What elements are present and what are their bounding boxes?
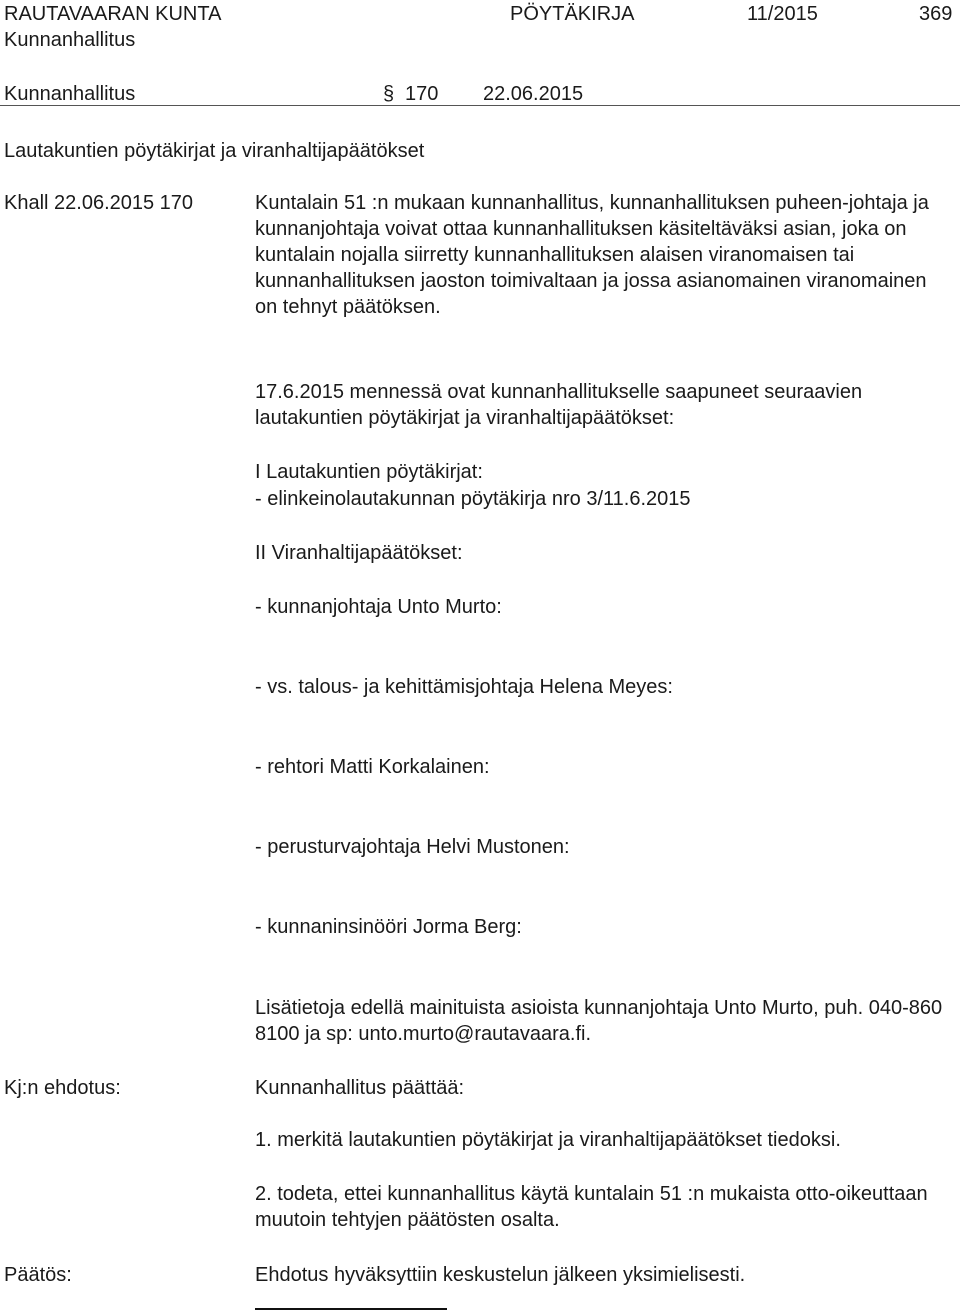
official-item: - rehtori Matti Korkalainen: (255, 756, 490, 778)
proposal-label: Kj:n ehdotus: (4, 1077, 121, 1099)
section-number: 170 (405, 83, 439, 105)
meeting-date: 22.06.2015 (483, 83, 584, 105)
intro-paragraph: Kuntalain 51 :n mukaan kunnanhallitus, kunnanhallituksen puheen-johtaja ja kunnanjohtaja voivat ottaa kunnanhallituksen käsiteltäväksi asian, joka on kuntalain nojalla siirretty kunnanhallituksen alaisen viranomaisen tai kunnanhallituksen jaoston toimivaltaan ja jossa asianomainen viranomainen on tehnyt päätöksen. (255, 192, 929, 318)
document-number: 11/2015 (747, 3, 818, 25)
meeting-body: Kunnanhallitus (4, 83, 136, 105)
page-number: 369 (919, 3, 953, 25)
decision-text: Ehdotus hyväksyttiin keskustelun jälkeen yksimielisesti. (255, 1264, 746, 1286)
signature-line (255, 1308, 447, 1310)
received-paragraph: 17.6.2015 mennessä ovat kunnanhallitukselle saapuneet seuraavien lautakuntien pöytäkirjat ja viranhaltijapäätökset: (255, 381, 863, 429)
official-item: - perusturvajohtaja Helvi Mustonen: (255, 836, 570, 858)
org-name: RAUTAVAARAN KUNTA (4, 3, 222, 25)
topic-title: Lautakuntien pöytäkirjat ja viranhaltijapäätökset (4, 140, 425, 162)
decision-label: Päätös: (4, 1264, 72, 1286)
proposal-item-1: 1. merkitä lautakuntien pöytäkirjat ja viranhaltijapäätökset tiedoksi. (255, 1129, 841, 1151)
official-item: - vs. talous- ja kehittämisjohtaja Helena Meyes: (255, 676, 673, 698)
document-type: PÖYTÄKIRJA (510, 3, 635, 25)
section2-title: II Viranhaltijapäätökset: (255, 542, 463, 564)
header-body: Kunnanhallitus (4, 29, 136, 51)
section1-title: I Lautakuntien pöytäkirjat: (255, 461, 483, 483)
section1-item: - elinkeinolautakunnan pöytäkirja nro 3/11.6.2015 (255, 488, 691, 510)
official-item: - kunnanjohtaja Unto Murto: (255, 596, 502, 618)
preparation-ref-text: Khall 22.06.2015 170 (4, 192, 194, 214)
proposal-item-2: 2. todeta, ettei kunnanhallitus käytä kuntalain 51 :n mukaista otto-oikeuttaan muutoin tehtyjen päätösten osalta. (255, 1183, 928, 1231)
contact-info: Lisätietoja edellä mainituista asioista kunnanjohtaja Unto Murto, puh. 040-860 8100 ja sp: unto.murto@rautavaara.fi. (255, 997, 943, 1045)
section-sign-icon: § (383, 83, 395, 105)
official-item: - kunnaninsinööri Jorma Berg: (255, 916, 522, 938)
preparation-ref (4, 190, 193, 216)
header-divider (0, 105, 960, 106)
proposal-intro: Kunnanhallitus päättää: (255, 1077, 465, 1099)
